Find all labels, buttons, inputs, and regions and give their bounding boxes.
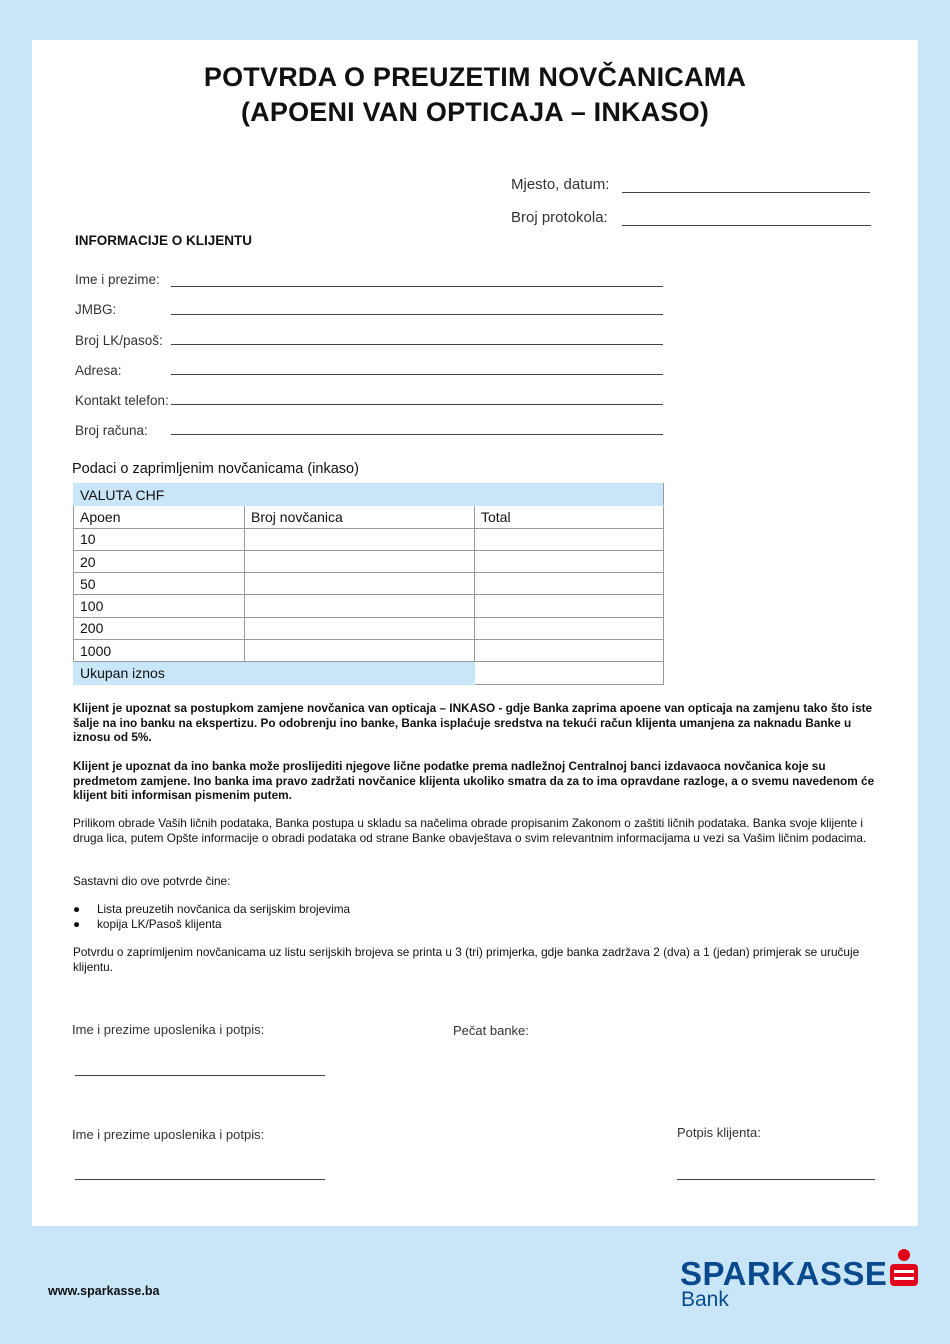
client-field-label: Kontakt telefon: (75, 393, 169, 408)
website-link[interactable]: www.sparkasse.ba (48, 1284, 160, 1298)
jmbg-field[interactable] (171, 314, 663, 315)
denomination-cell: 100 (74, 595, 245, 617)
sparkasse-s-logo-icon (888, 1248, 920, 1288)
bank-stamp-label: Pečat banke: (453, 1023, 529, 1038)
currency-cell: VALUTA CHF (74, 484, 664, 506)
name-field[interactable] (171, 286, 663, 287)
employee-signature-label: Ime i prezime uposlenika i potpis: (72, 1022, 265, 1037)
paragraph-attachments-intro: Sastavni dio ove potvrde čine: (73, 874, 231, 888)
phone-field[interactable] (171, 404, 663, 405)
client-field-label: Broj računa: (75, 423, 148, 438)
table-header-row (74, 506, 664, 528)
form-title-line1: POTVRDA O PREUZETIM NOVČANICAMA (203, 62, 747, 92)
employee-signature-label-2: Ime i prezime uposlenika i potpis: (72, 1127, 265, 1142)
total-cell[interactable] (475, 573, 664, 595)
brand-logo-subtext: Bank (681, 1288, 729, 1311)
count-cell[interactable] (245, 617, 475, 639)
total-cell[interactable] (475, 640, 664, 662)
client-signature-label: Potpis klijenta: (677, 1125, 761, 1140)
banknotes-heading: Podaci o zaprimljenim novčanicama (inkaso) (72, 461, 359, 477)
table-row (74, 550, 664, 572)
denomination-cell: 200 (74, 617, 245, 639)
list-item-text: kopija LK/Pasoš klijenta (97, 916, 222, 931)
account-field[interactable] (171, 434, 663, 435)
list-item (73, 902, 873, 917)
count-cell[interactable] (245, 528, 475, 550)
total-label-cell: Ukupan iznos (74, 662, 475, 684)
table-row (74, 528, 664, 550)
place-date-field[interactable] (622, 192, 870, 193)
employee-signature-line[interactable] (75, 1075, 325, 1076)
address-field[interactable] (171, 374, 663, 375)
banknotes-table (73, 483, 664, 685)
count-cell[interactable] (245, 550, 475, 572)
client-field-label: Adresa: (75, 363, 122, 378)
paragraph-copies: Potvrdu o zaprimljenim novčanicama uz listu serijskih brojeva se printa u 3 (tri) primjerka, gdje banka zadržava 2 (dva) a 1 (jedan) primjerak se uručuje klijentu. (73, 945, 860, 974)
protocol-field[interactable] (622, 225, 871, 226)
place-date-label: Mjesto, datum: (511, 176, 610, 193)
table-row (74, 573, 664, 595)
brand-logo-text: SPARKASSE (680, 1255, 888, 1292)
client-field-label: Broj LK/pasoš: (75, 333, 163, 348)
total-cell[interactable] (475, 617, 664, 639)
grand-total-cell[interactable] (475, 662, 664, 684)
table-row (74, 595, 664, 617)
denomination-cell: 10 (74, 528, 245, 550)
list-item (73, 917, 873, 932)
attachments-list (73, 902, 873, 931)
client-field-label: Ime i prezime: (75, 272, 160, 287)
count-cell[interactable] (245, 640, 475, 662)
client-info-heading: INFORMACIJE O KLIJENTU (75, 233, 253, 248)
total-cell[interactable] (475, 550, 664, 572)
table-row (74, 640, 664, 662)
id-passport-field[interactable] (171, 344, 663, 345)
denomination-cell: 20 (74, 550, 245, 572)
bullet-icon: ● (73, 916, 81, 931)
column-header: Apoen (74, 506, 245, 528)
table-row (74, 617, 664, 639)
table-total-row (74, 662, 664, 684)
paragraph-foreign-bank: Klijent je upoznat da ino banka može proslijediti njegove lične podatke prema nadležnoj Centralnoj banci izdavaoca novčanica koje su predmetom zamjene. Ino banka ima pravo zadržati novčanice klijenta ukoliko smatra da za to ima opravdane razloge, a o svemu navedenom će klijent biti informisan pismenim putem. (73, 759, 875, 802)
paragraph-inkaso: Klijent je upoznat sa postupkom zamjene novčanica van opticaja – INKASO - gdje Banka zaprima apoene van opticaja na zamjenu tako što iste šalje na ino banku na ekspertizu. Po odobrenju ino banke, Banka isplaćuje sredstva na tekući račun klijenta umanjena za naknadu Banke u iznosu od 5%. (73, 701, 873, 744)
total-cell[interactable] (475, 528, 664, 550)
form-sheet (32, 40, 918, 1226)
employee-signature-line-2[interactable] (75, 1179, 325, 1180)
protocol-label: Broj protokola: (511, 209, 608, 226)
list-item-text: Lista preuzetih novčanica da serijskim brojevima (97, 902, 351, 916)
client-field-label: JMBG: (75, 302, 117, 317)
bullet-icon: ● (73, 902, 81, 916)
table-row (74, 484, 664, 506)
column-header: Total (475, 506, 664, 528)
client-signature-line[interactable] (677, 1179, 875, 1180)
count-cell[interactable] (245, 573, 475, 595)
total-cell[interactable] (475, 595, 664, 617)
form-title-line2: (APOENI VAN OPTICAJA – INKASO) (240, 97, 710, 127)
column-header: Broj novčanica (245, 506, 475, 528)
count-cell[interactable] (245, 595, 475, 617)
paragraph-privacy: Prilikom obrade Vaših ličnih podataka, Banka postupa u skladu sa načelima obrade propisanim Zakonom o zaštiti ličnih podataka. Banka svoje klijente i druga lica, putem Opšte informacije o obradi podataka od strane Banke obavještava o svim relevantnim informacijama u vezi sa Vašim ličnim podacima. (73, 816, 867, 845)
denomination-cell: 1000 (74, 640, 245, 662)
denomination-cell: 50 (74, 573, 245, 595)
